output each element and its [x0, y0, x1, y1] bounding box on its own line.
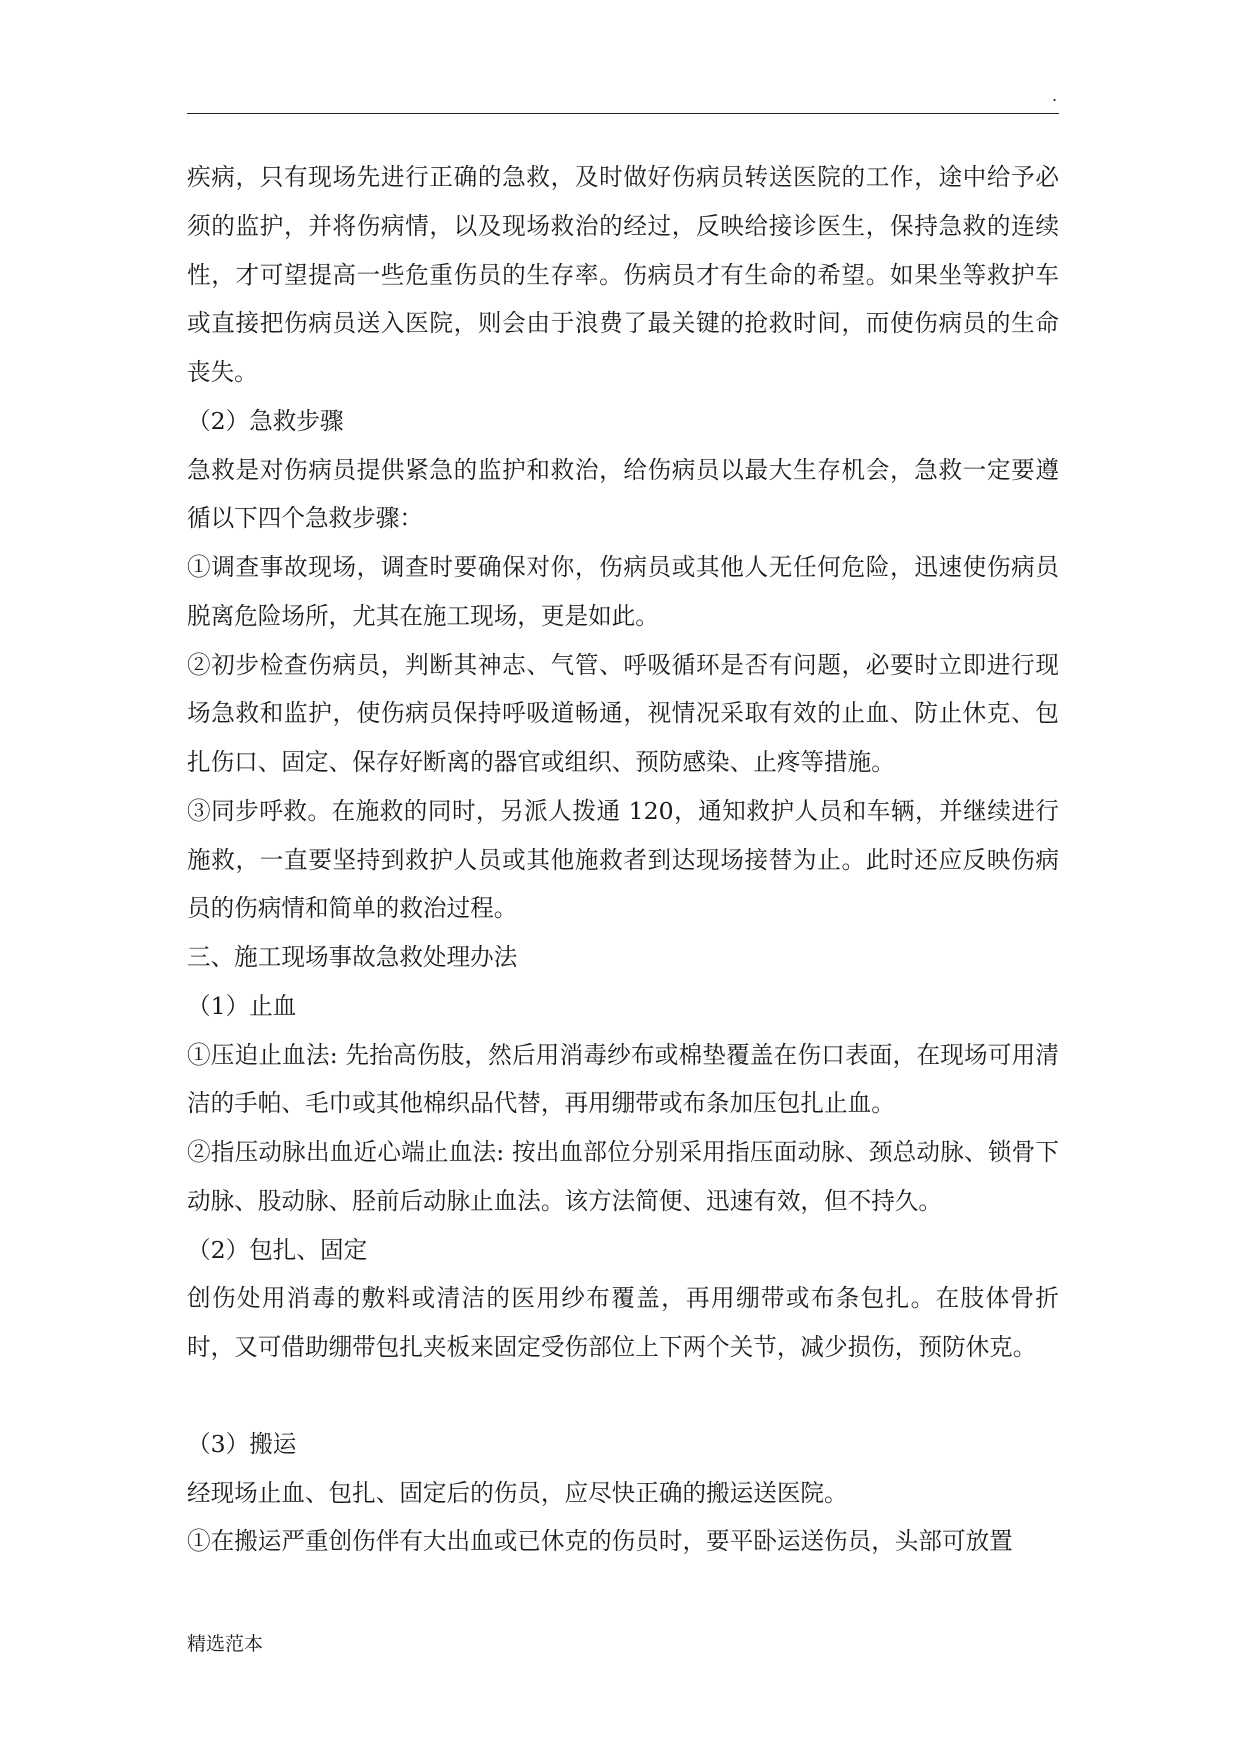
- paragraph: 疾病，只有现场先进行正确的急救，及时做好伤病员转送医院的工作，途中给予必须的监护，并将伤病情，以及现场救治的经过，反映给接诊医生，保持急救的连续性，才可望提高一些危重伤员的生存率。伤病员才有生命的希望。如果坐等救护车或直接把伤病员送入医院，则会由于浪费了最关键的抢救时间，而使伤病员的生命丧失。: [187, 163, 1059, 386]
- section-heading: （2）包扎、固定: [187, 1235, 368, 1264]
- list-item: ①压迫止血法: 先抬高伤肢，然后用消毒纱布或棉垫覆盖在伤口表面，在现场可用清洁的手帕、毛巾或其他棉织品代替，再用绷带或布条加压包扎止血。: [187, 1040, 1059, 1118]
- section-heading: 三、施工现场事故急救处理办法: [187, 943, 518, 971]
- header-mark: .: [1052, 86, 1058, 105]
- list-item: ②指压动脉出血近心端止血法: 按出血部位分别采用指压面动脉、颈总动脉、锁骨下动脉、股动脉、胫前后动脉止血法。该方法简便、迅速有效，但不持久。: [187, 1138, 1059, 1215]
- header-rule: [187, 113, 1059, 114]
- paragraph: 创伤处用消毒的敷料或清洁的医用纱布覆盖，再用绷带或布条包扎。在肢体骨折时，又可借助绷带包扎夹板来固定受伤部位上下两个关节，减少损伤，预防休克。: [187, 1284, 1059, 1361]
- list-item: ①调查事故现场，调查时要确保对你，伤病员或其他人无任何危险，迅速使伤病员脱离危险场所，尤其在施工现场，更是如此。: [187, 553, 1059, 630]
- section-heading: （3）搬运: [187, 1429, 297, 1458]
- section-heading: （1）止血: [187, 991, 297, 1020]
- section-heading: （2）急救步骤: [187, 406, 344, 435]
- list-item: ②初步检查伤病员，判断其神志、气管、呼吸循环是否有问题，必要时立即进行现场急救和监护，使伤病员保持呼吸道畅通，视情况采取有效的止血、防止休克、包扎伤口、固定、保存好断离的器官或组织、预防感染、止疼等措施。: [187, 650, 1059, 776]
- footer-label: 精选范本: [187, 1633, 264, 1655]
- paragraph: 急救是对伤病员提供紧急的监护和救治，给伤病员以最大生存机会，急救一定要遵循以下四个急救步骤：: [187, 455, 1059, 533]
- document-body: [187, 153, 1059, 1566]
- list-item: ①在搬运严重创伤伴有大出血或已休克的伤员时，要平卧运送伤员，头部可放置: [187, 1527, 1013, 1556]
- list-item: ③同步呼救。在施救的同时，另派人拨通 120，通知救护人员和车辆，并继续进行施救，一直要坚持到救护人员或其他施救者到达现场接替为止。此时还应反映伤病员的伤病情和简单的救治过程。: [187, 796, 1059, 923]
- paragraph: 经现场止血、包扎、固定后的伤员，应尽快正确的搬运送医院。: [187, 1478, 848, 1507]
